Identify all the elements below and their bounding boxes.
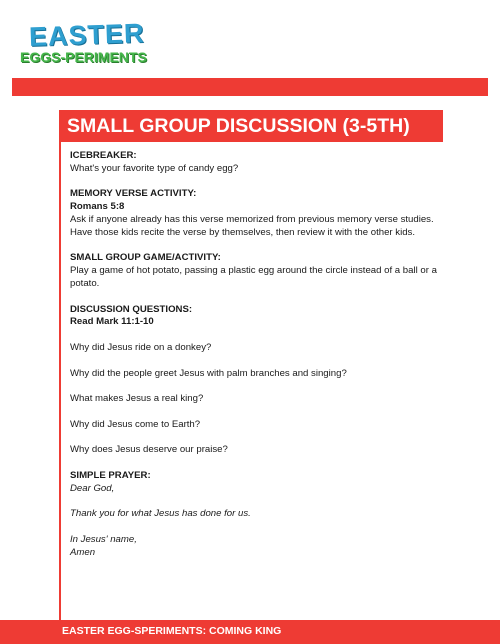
discussion-title: DISCUSSION QUESTIONS: bbox=[70, 303, 193, 315]
game-title: SMALL GROUP GAME/ACTIVITY: bbox=[70, 252, 221, 264]
left-rule bbox=[59, 110, 61, 620]
icebreaker-text: What's your favorite type of candy egg? bbox=[70, 162, 239, 174]
prayer-title: SIMPLE PRAYER: bbox=[70, 469, 151, 481]
game-line-1: Play a game of hot potato, passing a plastic egg around the circle instead of a ball or a bbox=[70, 265, 437, 277]
memory-line-2: Have those kids recite the verse by themselves, then review it with the other kids. bbox=[70, 226, 416, 238]
prayer-closing-2: Amen bbox=[70, 546, 96, 558]
prayer-closing-1: In Jesus' name, bbox=[70, 533, 137, 545]
question-1: Why did Jesus ride on a donkey? bbox=[70, 341, 212, 353]
top-banner bbox=[12, 78, 488, 96]
memory-line-1: Ask if anyone already has this verse memorized from previous memory verse studies. bbox=[70, 213, 434, 225]
question-5: Why does Jesus deserve our praise? bbox=[70, 444, 228, 456]
logo-title: EASTER bbox=[28, 17, 146, 53]
icebreaker-title: ICEBREAKER: bbox=[70, 150, 137, 161]
logo bbox=[20, 17, 150, 68]
logo-subtitle: EGGS-PERIMENTS bbox=[20, 49, 147, 65]
memory-ref: Romans 5:8 bbox=[70, 201, 125, 213]
memory-title: MEMORY VERSE ACTIVITY: bbox=[70, 188, 197, 200]
footer-bar bbox=[0, 620, 500, 644]
page-heading: SMALL GROUP DISCUSSION (3-5TH) bbox=[59, 110, 443, 142]
prayer-greeting: Dear God, bbox=[70, 482, 115, 494]
footer-text: EASTER EGG-SPERIMENTS: COMING KING bbox=[62, 625, 282, 637]
game-line-2: potato. bbox=[70, 277, 100, 289]
content bbox=[70, 150, 465, 560]
question-3: What makes Jesus a real king? bbox=[70, 393, 204, 405]
discussion-ref: Read Mark 11:1-10 bbox=[70, 316, 154, 328]
question-4: Why did Jesus come to Earth? bbox=[70, 418, 201, 430]
prayer-body: Thank you for what Jesus has done for us. bbox=[70, 508, 251, 520]
question-2: Why did the people greet Jesus with palm branches and singing? bbox=[70, 367, 347, 379]
